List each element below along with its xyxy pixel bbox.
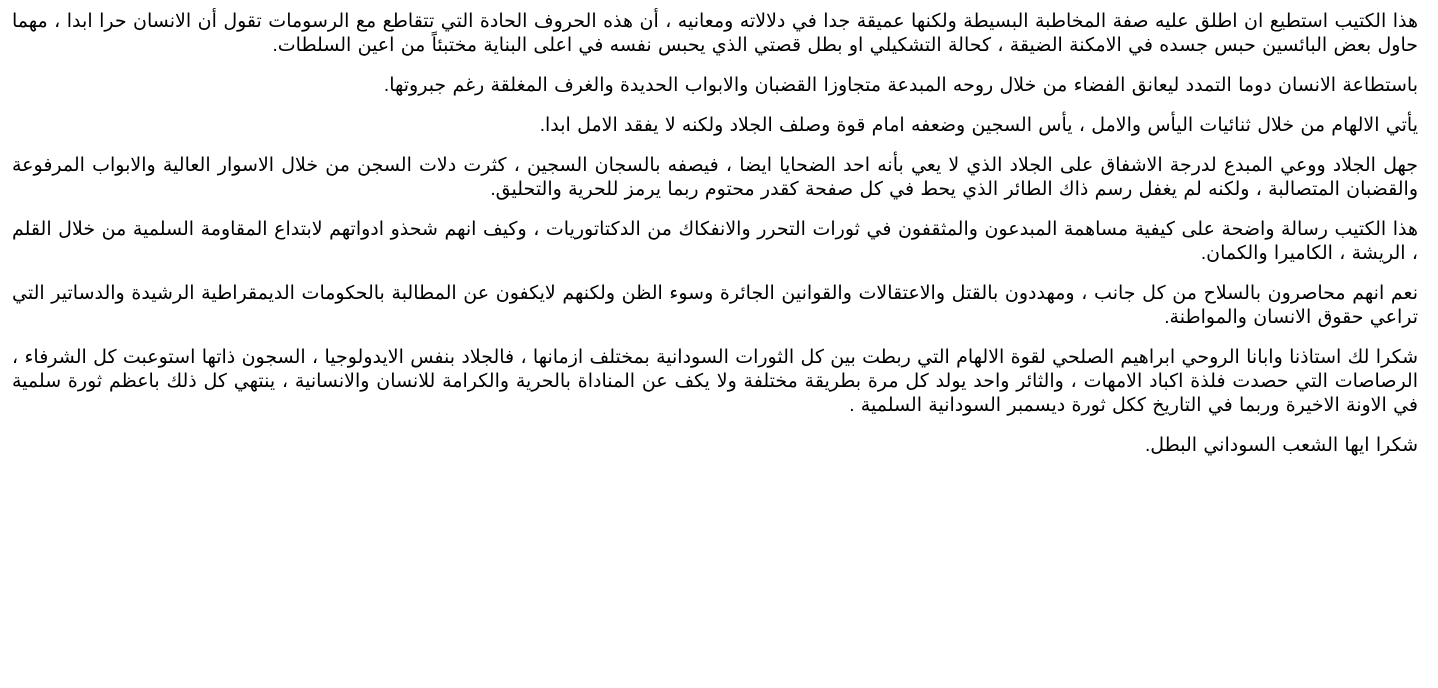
paragraph-7: شكرا لك استاذنا وابانا الروحي ابراهيم الصلحي لقوة الالهام التي ربطت بين كل الثورات السودانية بمختلف ازمانها ، فالجلاد بنفس الايدولوجيا ، السجون ذاتها استوعبت كل الشرفاء ، الرصاصات التي حصدت فلذة اكباد الامهات ، والثائر واحد يولد كل مرة بطريقة مختلفة ولا يكف عن المناداة بالحرية والكرامة للانسان والانسانية ، ينتهي كل ذلك باعظم ثورة سلمية في الاونة الاخيرة وربما في التاريخ ككل ثورة ديسمبر السودانية السلمية . xyxy=(12,347,1418,416)
paragraph-1: هذا الكتيب استطيع ان اطلق عليه صفة المخاطبة البسيطة ولكنها عميقة جدا في دلالاته ومعانيه ، أن هذه الحروف الحادة التي تتقاطع مع الرسومات تقول أن الانسان حرا ابدا ، مهما حاول بعض البائسين حبس جسده في الامكنة الضيقة ، كحالة التشكيلي او بطل قصتي الذي يحبس نفسه في اعلى البناية مختبئاً من اعين السلطات. xyxy=(12,11,1418,56)
paragraph-4: جهل الجلاد ووعي المبدع لدرجة الاشفاق على الجلاد الذي لا يعي بأنه احد الضحايا ايضا ، فيصفه بالسجان السجين ، كثرت دلات السجن من خلال الاسوار العالية والابواب المرفوعة والقضبان المتصالبة ، ولكنه لم يغفل رسم ذاك الطائر الذي يحط في كل صفحة كقدر محتوم ربما يرمز للحرية والتحليق. xyxy=(12,155,1418,200)
paragraph-8: شكرا ايها الشعب السوداني البطل. xyxy=(1145,435,1418,456)
paragraph-5: هذا الكتيب رسالة واضحة على كيفية مساهمة المبدعون والمثقفون في ثورات التحرر والانفكاك من الدكتاتوريات ، وكيف انهم شحذو ادواتهم لابتداع المقاومة السلمية من خلال القلم ، الريشة ، الكاميرا والكمان. xyxy=(12,219,1418,264)
paragraph-3: يأتي الالهام من خلال ثنائيات اليأس والامل ، يأس السجين وضعفه امام قوة وصلف الجلاد ولكنه لا يفقد الامل ابدا. xyxy=(539,115,1418,136)
paragraph-6: نعم انهم محاصرون بالسلاح من كل جانب ، ومهددون بالقتل والاعتقالات والقوانين الجائرة وسوء الظن ولكنهم لايكفون عن المطالبة بالحكومات الديمقراطية الرشيدة والدساتير التي تراعي حقوق الانسان والمواطنة. xyxy=(12,283,1418,328)
paragraph-2: باستطاعة الانسان دوما التمدد ليعانق الفضاء من خلال روحه المبدعة متجاوزا القضبان والابواب الحديدة والغرف المغلقة رغم جبروتها. xyxy=(383,75,1418,96)
